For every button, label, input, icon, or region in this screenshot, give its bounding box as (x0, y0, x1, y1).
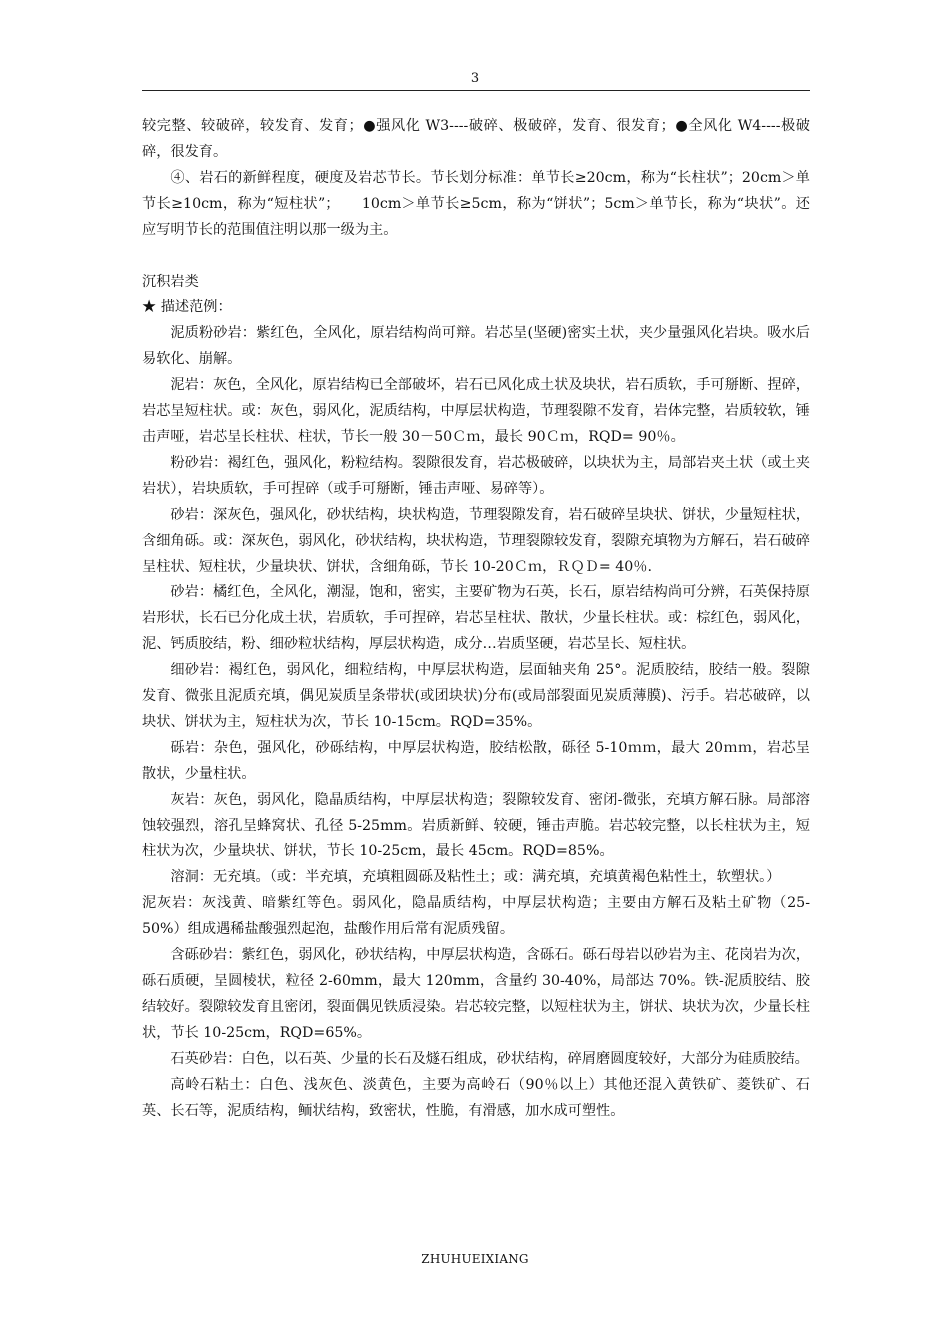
header-rule (142, 90, 810, 91)
paragraph-fine-sandstone: 细砂岩：褐红色，弱风化，细粒结构，中厚层状构造，层面轴夹角 25°。泥质胶结，胶结一般。裂隙发育、微张且泥质充填，偶见炭质呈条带状(或团块状)分布(或局部裂面见炭质薄膜)、污手。岩芯破碎，以块状、饼状为主，短柱状为次，节长 10-15cm。RQD=35%。 (142, 662, 810, 730)
section-title: 沉积岩类 (142, 273, 199, 290)
paragraph-weathering-grades: 较完整、较破碎，较发育、发育；●强风化 W3----破碎、极破碎，发育、很发育；●全风化 W4----极破碎，很发育。 (142, 118, 810, 160)
paragraph-marl: 泥灰岩：灰浅黄、暗紫红等色。弱风化，隐晶质结构，中厚层状构造；主要由方解石及粘土矿物（25-50%）组成遇稀盐酸强烈起泡，盐酸作用后常有泥质残留。 (142, 895, 810, 938)
paragraph-gravelly-sandstone: 含砾砂岩：紫红色，弱风化，砂状结构，中厚层状构造，含砾石。砾石母岩以砂岩为主、花岗岩为次，砾石质硬，呈圆棱状，粒径 2-60mm，最大 120mm，含量约 30-40%，局部达 70%。铁-泥质胶结、胶结较好。裂隙较发育且密闭，裂面偶见铁质浸染。岩芯较完整，以短柱状为主，饼状、块状为次，少量长柱状，节长 10-25cm，RQD=65%。 (142, 947, 810, 1041)
paragraph-mudstone: 泥岩：灰色，全风化，原岩结构已全部破坏，岩石已风化成土状及块状，岩石质软，手可掰断、捏碎，岩芯呈短柱状。或：灰色，弱风化，泥质结构，中厚层状构造，节理裂隙不发育，岩体完整，岩质较软，锤击声哑，岩芯呈长柱状、柱状，节长一般 30－50Ｃｍ，最长 90Ｃｍ，RQD= 90％。 (142, 377, 810, 445)
example-heading: ★ 描述范例： (142, 299, 232, 316)
paragraph-section-length: ④、岩石的新鲜程度，硬度及岩芯节长。节长划分标准：单节长≥20cm，称为“长柱状”；20cm＞单节长≥10cm，称为“短柱状”； 10cm＞单节长≥5cm，称为“饼状”；5cm＞单节长，称为“块状”。还应写明节长的范围值注明以那一级为主。 (142, 169, 810, 238)
paragraph-muddy-siltstone: 泥质粉砂岩：紫红色，全风化，原岩结构尚可辩。岩芯呈(坚硬)密实土状，夹少量强风化岩块。吸水后易软化、崩解。 (142, 325, 810, 368)
paragraph-karst-cave: 溶洞：无充填。（或：半充填，充填粗圆砾及粘性土；或：满充填，充填黄褐色粘性土，软塑状。） (170, 869, 781, 886)
paragraph-sandstone-2: 砂岩：橘红色，全风化，潮湿，饱和，密实，主要矿物为石英，长石，原岩结构尚可分辨，石英保持原岩形状，长石已分化成土状，岩质软，手可捏碎，岩芯呈柱状、散状，少量长柱状。或：棕红色，弱风化，泥、钙质胶结，粉、细砂粒状结构，厚层状构造，成分…岩质坚硬，岩芯呈长、短柱状。 (142, 584, 810, 653)
document-body (142, 114, 810, 1124)
page-number: 3 (470, 71, 480, 86)
page-footer: ZHUHUEIXIANG (421, 1252, 529, 1266)
spacer (142, 244, 810, 270)
paragraph-quartz-sandstone: 石英砂岩：白色，以石英、少量的长石及燧石组成，砂状结构，碎屑磨圆度较好，大部分为硅质胶结。 (170, 1050, 809, 1067)
paragraph-limestone: 灰岩：灰色，弱风化，隐晶质结构，中厚层状构造；裂隙较发育、密闭-微张，充填方解石脉。局部溶蚀较强烈，溶孔呈蜂窝状、孔径 5-25mm。岩质新鲜、较硬，锤击声脆。岩芯较完整，以长柱状为主，短柱状为次，少量块状、饼状，节长 10-25cm，最长 45cm。RQD=85%。 (142, 791, 810, 860)
paragraph-siltstone: 粉砂岩：褐红色，强风化，粉粒结构。裂隙很发育，岩芯极破碎，以块状为主，局部岩夹土状（或土夹岩状），岩块质软，手可捏碎（或手可掰断，锤击声哑、易碎等）。 (142, 454, 810, 497)
paragraph-sandstone-1: 砂岩：深灰色，强风化，砂状结构，块状构造，节理裂隙发育，岩石破碎呈块状、饼状，少量短柱状，含细角砾。或：深灰色，弱风化，砂状结构，块状构造，节理裂隙较发育，裂隙充填物为方解石，岩石破碎呈柱状、短柱状，少量块状、饼状，含细角砾，节长 10-20Ｃｍ，ＲＱＤ= 40％. (142, 506, 810, 575)
paragraph-conglomerate: 砾岩：杂色，强风化，砂砾结构，中厚层状构造，胶结松散，砾径 5-10ｍｍ，最大 20ｍｍ，岩芯呈散状，少量柱状。 (142, 739, 810, 782)
paragraph-kaolin-clay: 高岭石粘土：白色、浅灰色、淡黄色，主要为高岭石（90％以上）其他还混入黄铁矿、菱铁矿、石英、长石等，泥质结构，鲕状结构，致密状，性脆，有滑感，加水成可塑性。 (142, 1076, 810, 1119)
